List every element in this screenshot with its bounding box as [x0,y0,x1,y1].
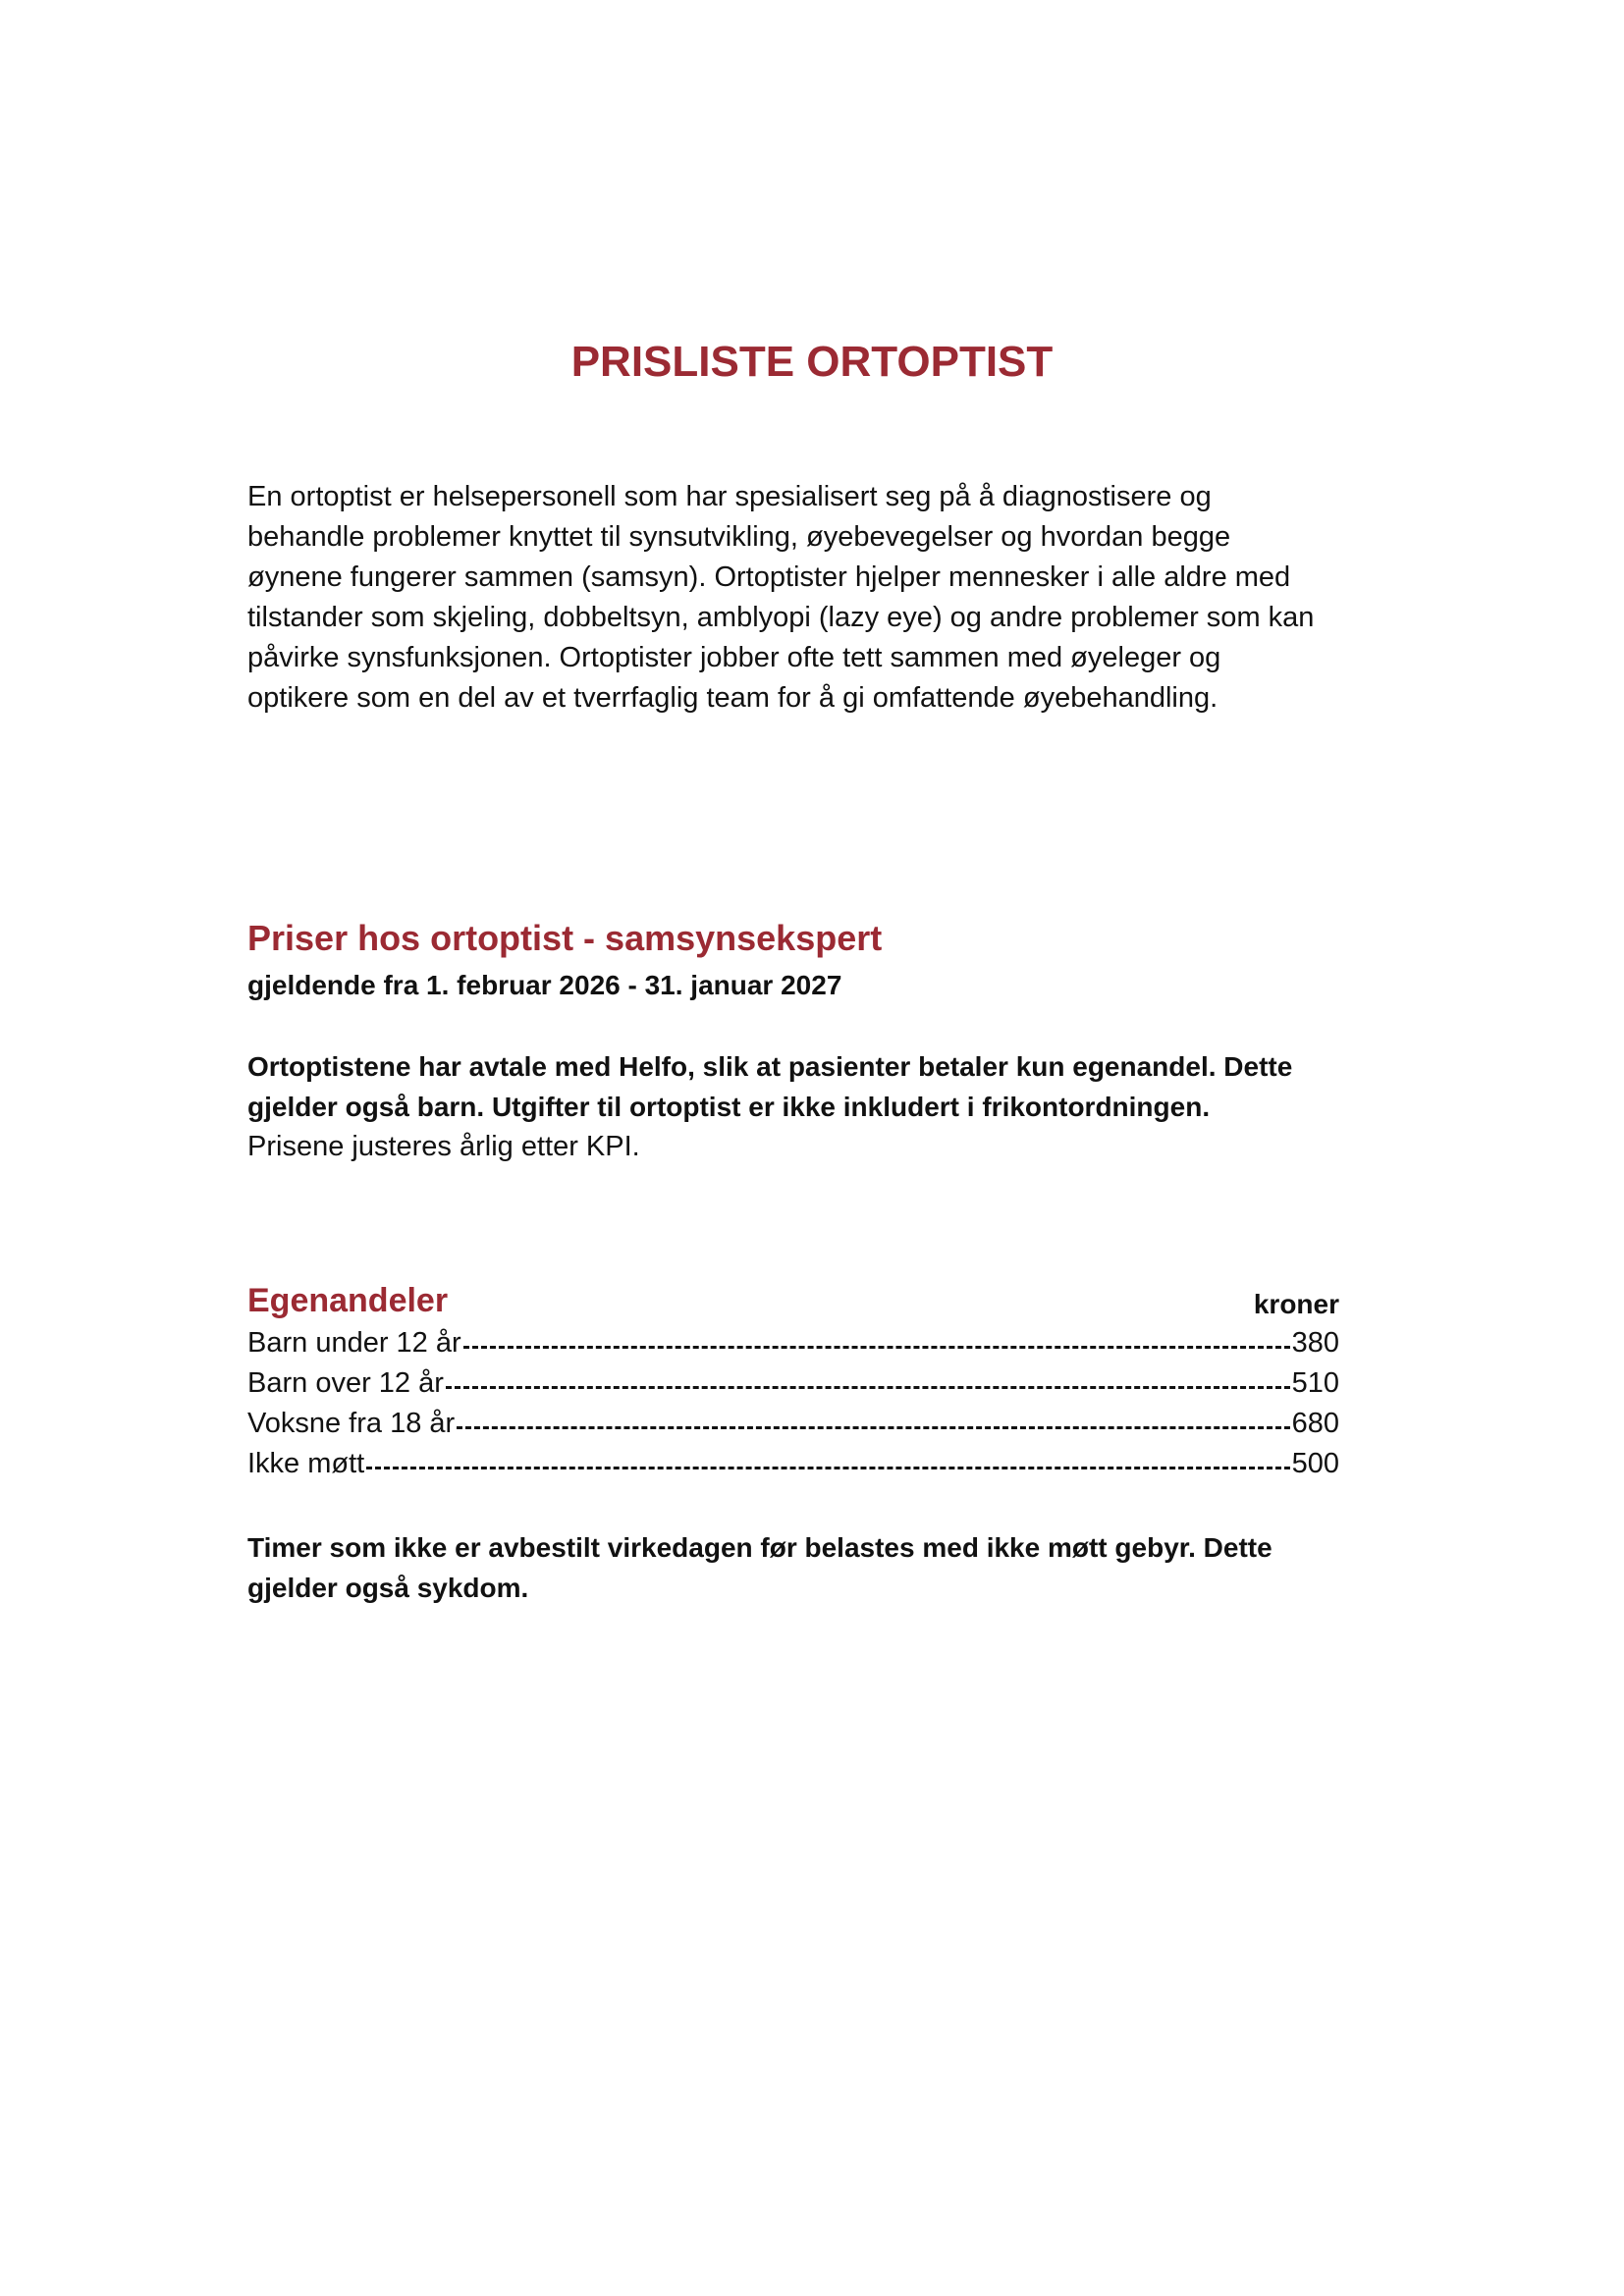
price-row [247,1408,1339,1448]
dotted-leader [463,1346,1290,1349]
adjustment-note: Prisene justeres årlig etter KPI. [247,1131,640,1162]
intro-paragraph [247,477,1406,719]
helfo-line: Ortoptistene har avtale med Helfo, slik at pasienter betaler kun egenandel. Dette [247,1051,1293,1082]
section-title: Priser hos ortoptist - samsynsekspert [247,918,883,958]
price-amount: 500 [1291,1448,1339,1479]
validity-period: gjeldende fra 1. februar 2026 - 31. januar 2027 [247,970,842,1000]
intro-line: øynene fungerer sammen (samsyn). Ortoptister hjelper mennesker i alle aldre med [247,561,1291,593]
dotted-leader [457,1426,1289,1429]
intro-line: optikere som en del av et tverrfaglig team for å gi omfattende øyebehandling. [247,682,1218,714]
helfo-line: gjelder også barn. Utgifter til ortoptist er ikke inkludert i frikontordningen. [247,1092,1211,1122]
price-table-heading: Egenandeler [247,1282,449,1319]
dotted-leader [446,1386,1290,1389]
price-row [247,1367,1339,1408]
intro-line: En ortoptist er helsepersonell som har spesialisert seg på å diagnostisere og [247,481,1212,512]
price-amount: 510 [1291,1367,1339,1399]
intro-line: tilstander som skjeling, dobbeltsyn, amblyopi (lazy eye) og andre problemer som kan [247,602,1315,633]
price-label: Voksne fra 18 år [247,1408,456,1439]
price-label: Barn under 12 år [247,1327,461,1359]
cancellation-note-line: Timer som ikke er avbestilt virkedagen før belastes med ikke møtt gebyr. Dette [247,1532,1272,1563]
price-label: Ikke møtt [247,1448,365,1479]
price-table-header [247,1282,1339,1320]
helfo-info [247,1046,1406,1167]
cancellation-note [247,1527,1406,1608]
price-row [247,1327,1339,1367]
price-row [247,1448,1339,1488]
price-label: Barn over 12 år [247,1367,444,1399]
price-unit-label: kroner [1253,1289,1339,1319]
price-list [247,1327,1339,1488]
cancellation-note-line: gjelder også sykdom. [247,1573,529,1603]
intro-line: behandle problemer knyttet til synsutvikling, øyebevegelser og hvordan begge [247,521,1231,553]
price-amount: 380 [1291,1327,1339,1359]
page-title: PRISLISTE ORTOPTIST [570,338,1054,386]
intro-line: påvirke synsfunksjonen. Ortoptister jobber ofte tett sammen med øyeleger og [247,642,1221,673]
dotted-leader [366,1467,1289,1469]
price-amount: 680 [1291,1408,1339,1439]
